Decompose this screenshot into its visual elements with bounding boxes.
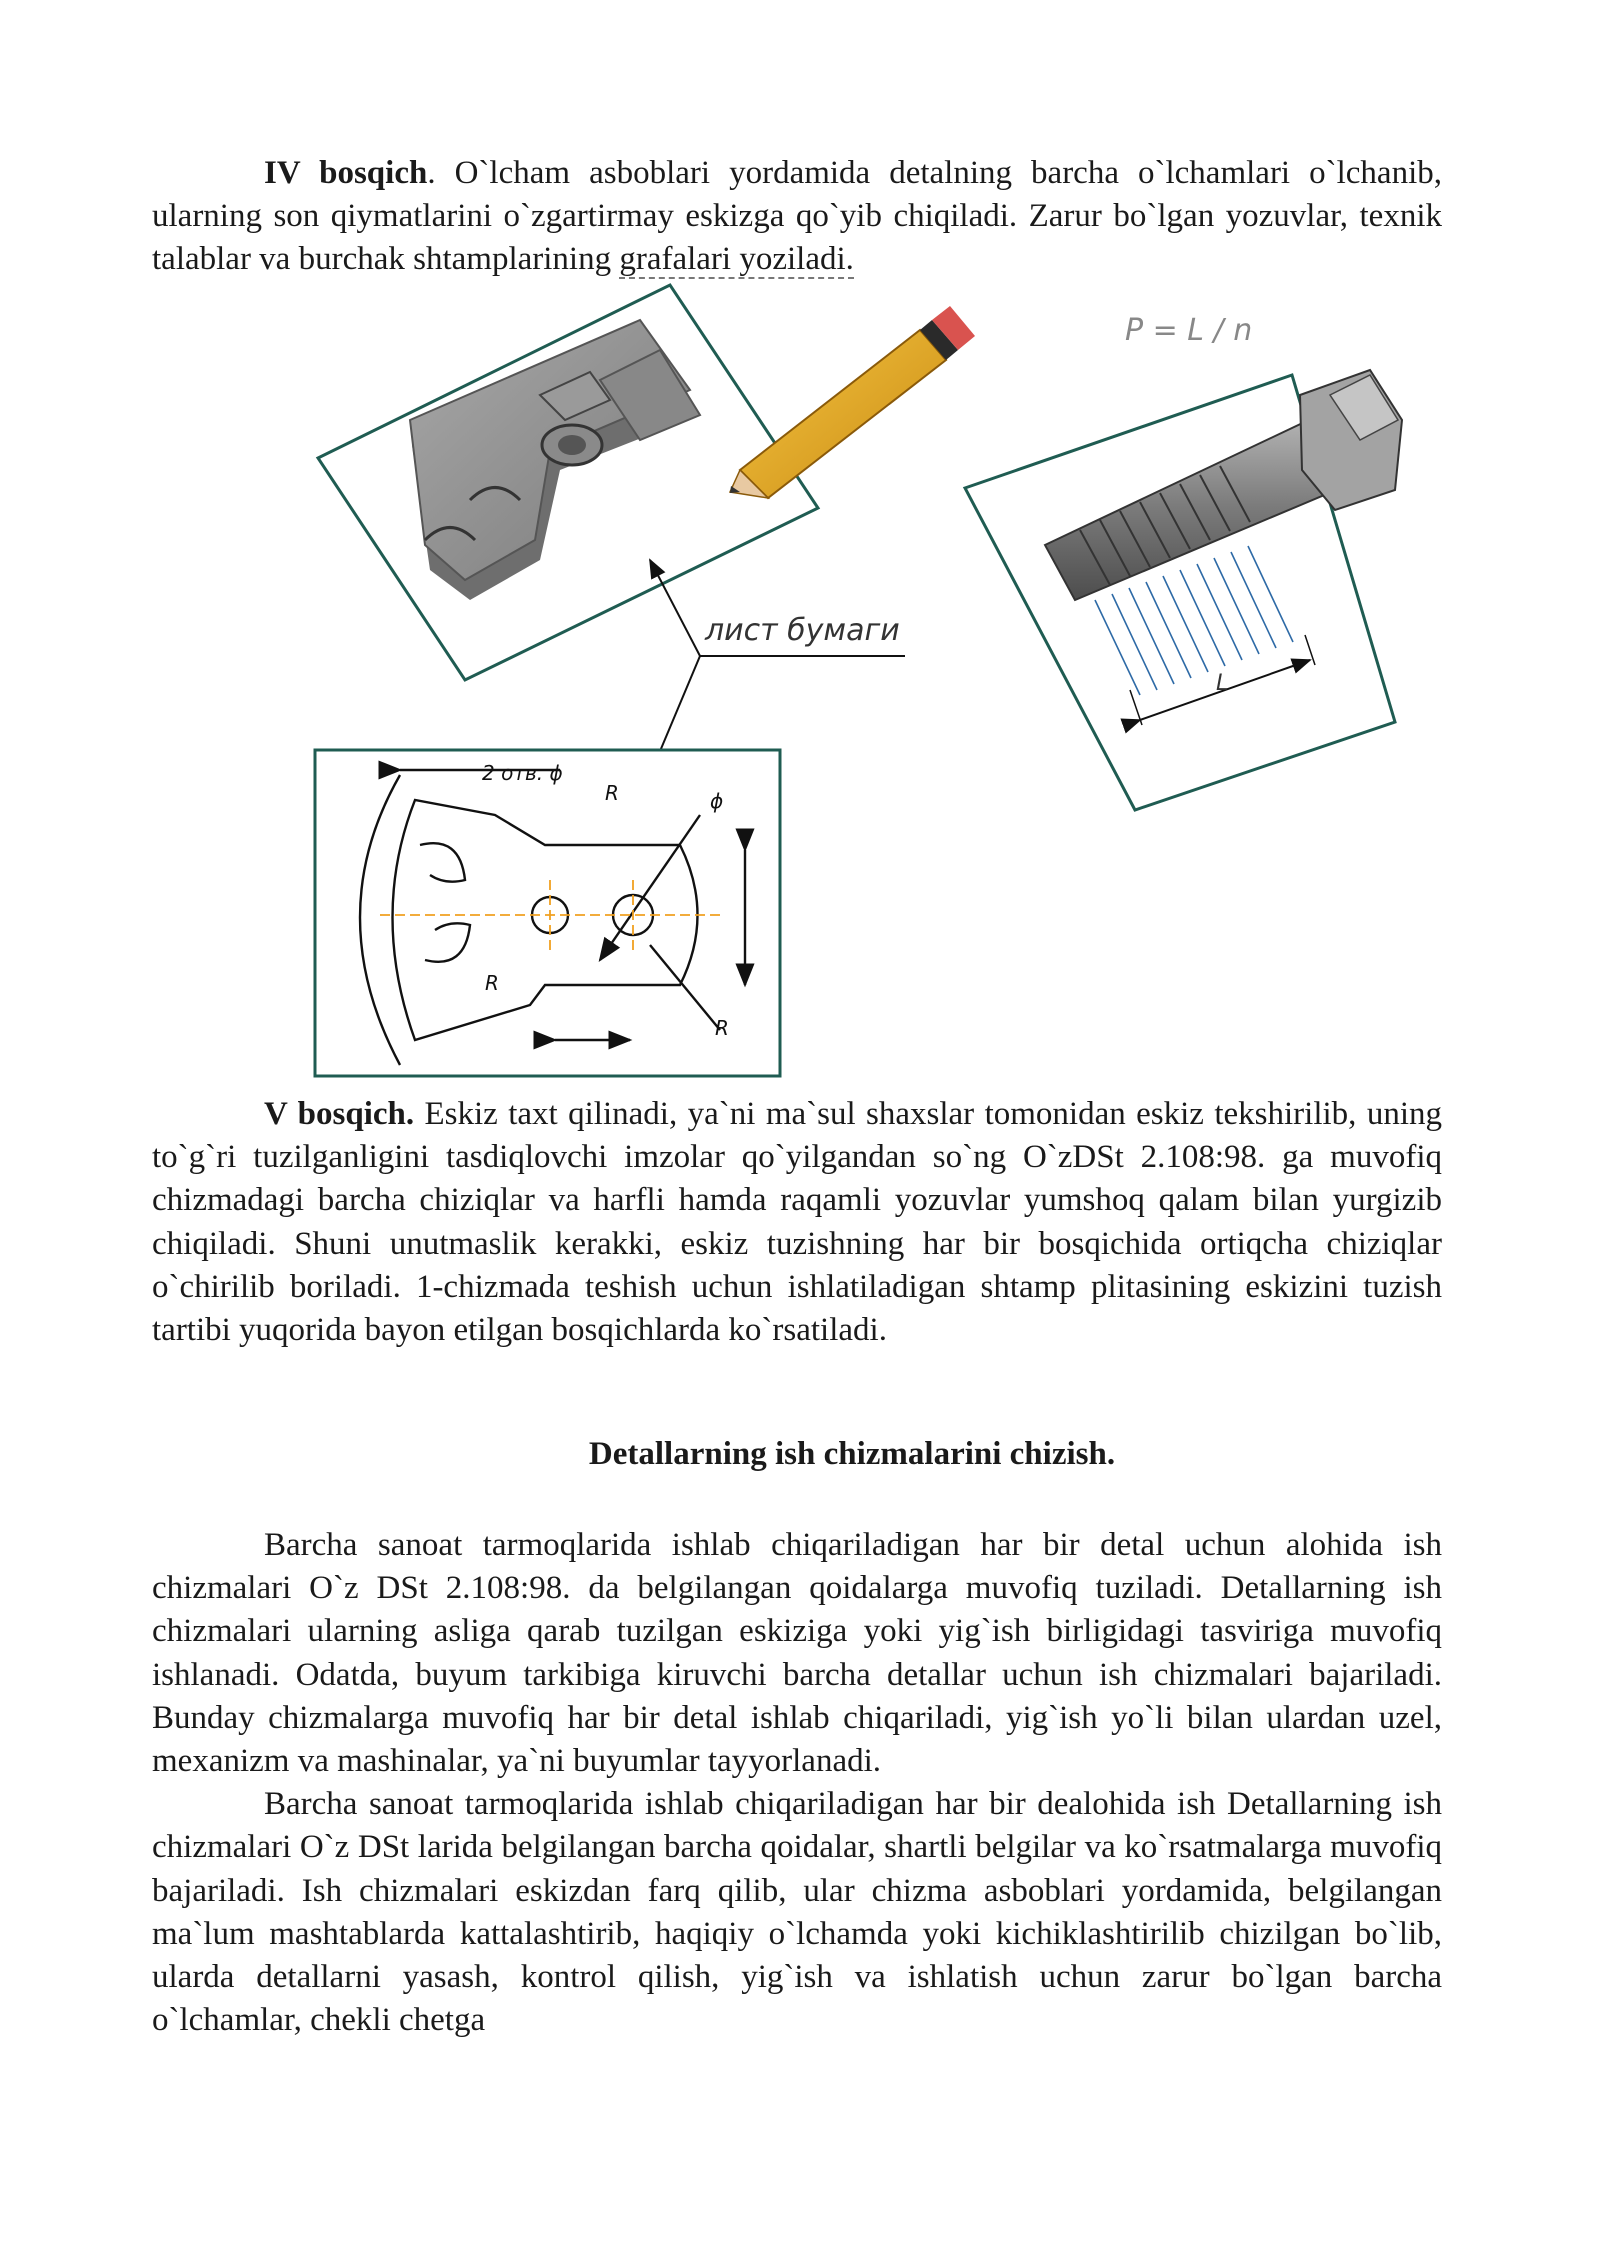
pencil-icon: [730, 306, 975, 498]
length-label: L: [1216, 671, 1229, 696]
body-text: [152, 1524, 1442, 2042]
stage-4-label: IV bosqich: [264, 155, 428, 191]
radius-dim: R: [605, 781, 619, 805]
radius-dim-outer: R: [715, 1016, 729, 1040]
paper-label: лист бумаги: [705, 613, 900, 648]
diameter-dim: ϕ: [710, 789, 724, 813]
section-heading: Detallarning ish chizmalarini chizish.: [588, 1436, 1116, 1472]
sketch-illustration: [0, 0, 1600, 1090]
stage-4-text: . O`lcham asboblari yordamida detalning barcha o`lchamlari o`lchanib, ularning son qiymatlarini o`zgartirmay eskizga qo`yib chiqiladi. Zarur bo`lgan yozuvlar, texnik talablar va burchak shtamplarining: [152, 155, 1442, 278]
stage-5-label: V bosqich.: [264, 1096, 415, 1132]
paragraph-1: Barcha sanoat tarmoqlarida ishlab chiqariladigan har bir detal uchun alohida ish chizmalari O`z DSt 2.108:98. da belgilangan qoidalarga muvofiq tuziladi. Detallarning ish chizmalari ularning asliga qarab tuzilgan eskiziga yoki yig`ish birligidagi tasviriga muvofiq ishlanadi. Odatda, buyum tarkibiga kiruvchi barcha detallar uchun ish chizmalari bajariladi. Bunday chizmalarga muvofiq har bir detal ishlab chiqariladi, yig`ish yo`li bilan ulardan uzel, mexanizm va mashinalar, ya`ni buyumlar tayyorlanadi.: [152, 1527, 1442, 1780]
stage-5-paragraph: [152, 1093, 1442, 1352]
radius-dim-inner: R: [485, 971, 499, 995]
formula-label: P = L / n: [1125, 313, 1253, 348]
stage-4-tail: grafalari yoziladi.: [619, 241, 854, 278]
stage-5-text: Eskiz taxt qilinadi, ya`ni ma`sul shaxslar tomonidan eskiz tekshirilib, uning to`g`ri tuzilganligini tasdiqlovchi imzolar qo`yilgandan so`ng O`zDSt 2.108:98. ga muvofiq chizmadagi barcha chiziqlar va harfli hamda raqamli yozuvlar yumshoq qalam bilan yurgizib chiqiladi. Shuni unutmaslik kerakki, eskiz tuzishning har bir bosqichida ortiqcha chiziqlar o`chirilib boriladi. 1-chizmada teshish uchun ishlatiladigan shtamp plitasining eskizini tuzish tartibi yuqorida bayon etilgan bosqichlarda ko`rsatiladi.: [152, 1096, 1442, 1349]
paragraph-2: Barcha sanoat tarmoqlarida ishlab chiqariladigan har bir dealohida ish Detallarning ish chizmalari O`z DSt larida belgilangan barcha qoidalar, shartli belgilar va ko`rsatmalarga muvofiq bajariladi. Ish chizmalari eskizdan farq qilib, ular chizma asboblari yordamida, belgilangan ma`lum mashtablarda kattalashtirib, haqiqiy o`lchamda yoki kichiklashtirilib chizilgan bo`lib, ularda detallarni yasash, kontrol qilish, yig`ish va ishlatish uchun zarur bo`lgan barcha o`lchamlar, chekli chetga: [152, 1786, 1442, 2039]
two-holes-dim: 2 отв. ϕ: [482, 761, 563, 785]
